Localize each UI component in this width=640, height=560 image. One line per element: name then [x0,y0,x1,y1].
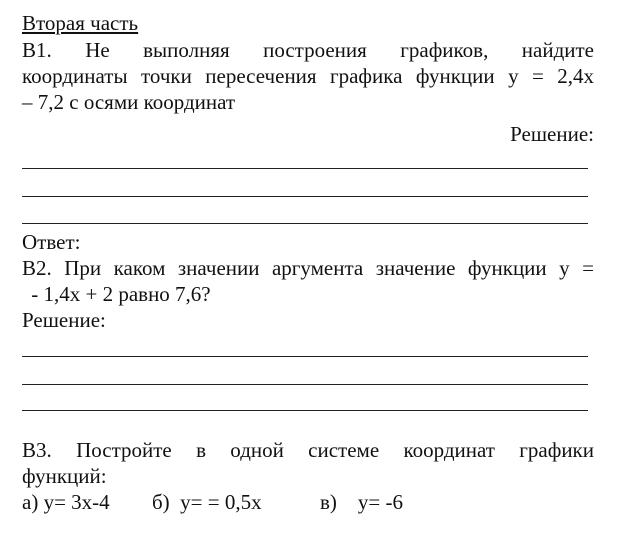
b1-writing-line-1 [22,168,588,169]
option-a: а) у= 3х-4 [22,490,110,514]
b2-line-2: - 1,4х + 2 равно 7,6? [26,282,211,306]
b2-line-1: В2. При каком значении аргумента значение функции у = [22,256,594,280]
b3-line-2: функций: [22,464,107,488]
answer-label: Ответ: [22,230,81,254]
b3-line-1: В3. Постройте в одной системе координат графики [22,438,594,462]
option-c: в) у= -6 [320,490,403,514]
part-title: Вторая часть [22,11,139,35]
b1-line-2: координаты точки пересечения графика функции у = 2,4х [22,64,594,88]
option-b: б) у= = 0,5х [152,490,262,514]
b2-writing-line-1 [22,356,588,357]
b1-line-1: В1. Не выполняя построения графиков, найдите [22,38,594,62]
b2-writing-line-2 [22,384,588,385]
b2-writing-line-3 [22,410,588,411]
b1-line-3: – 7,2 с осями координат [22,90,236,114]
b2-solution-label: Решение: [22,308,106,332]
b1-solution-label: Решение: [510,122,594,146]
b1-writing-line-2 [22,196,588,197]
b1-writing-line-3 [22,223,588,224]
